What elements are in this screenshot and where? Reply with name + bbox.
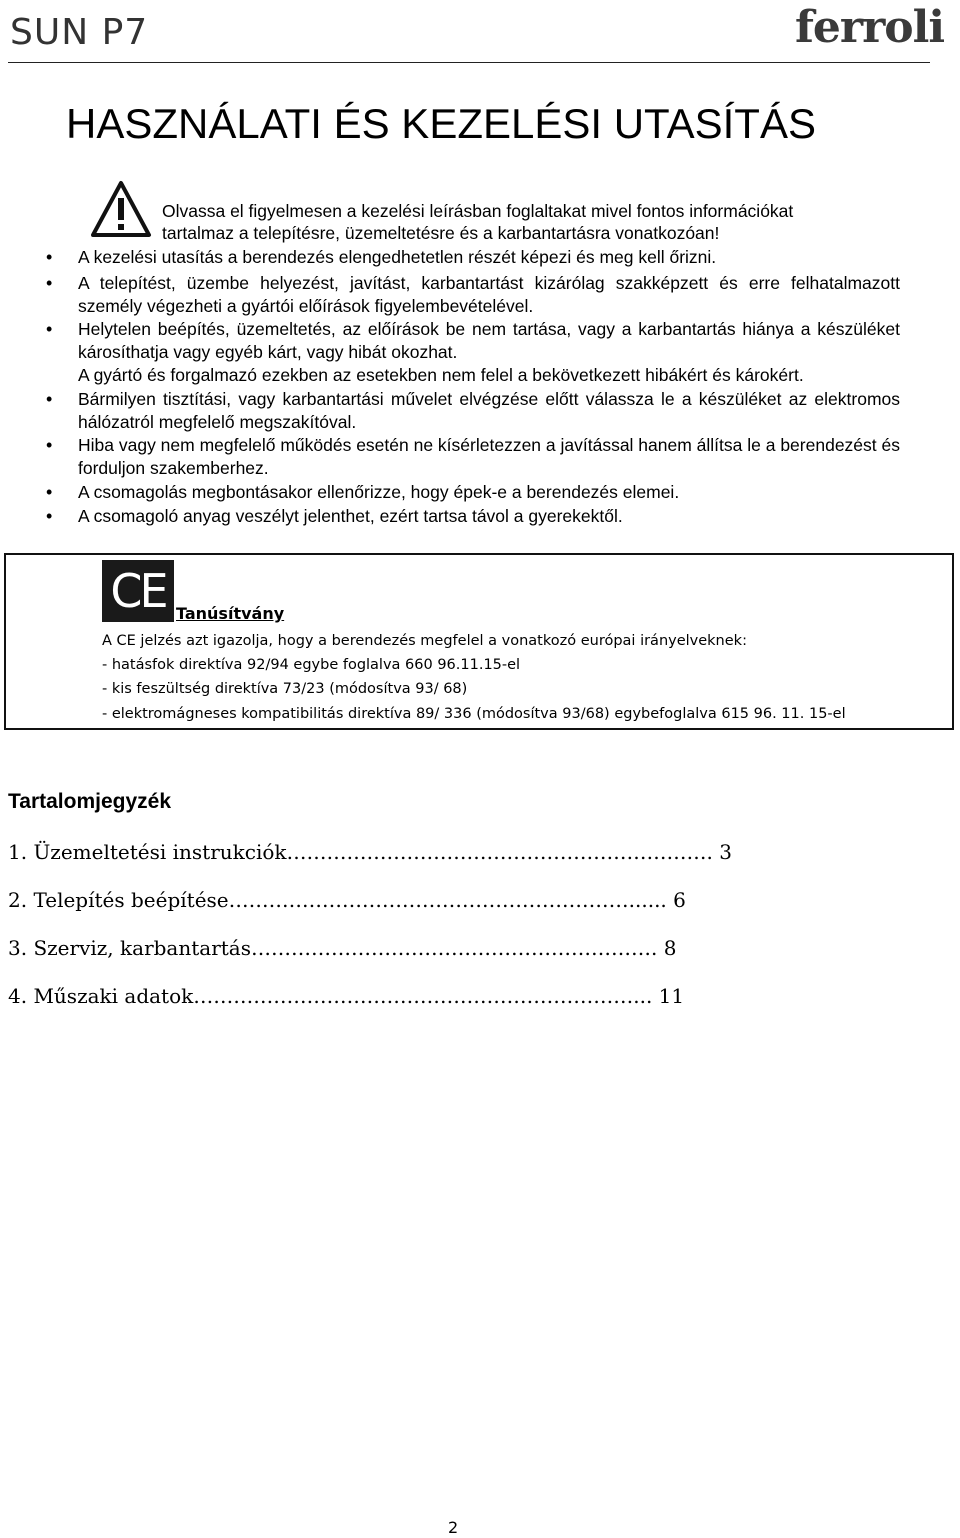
toc-heading: Tartalomjegyzék	[8, 790, 172, 813]
document-title: HASZNÁLATI ÉS KEZELÉSI UTASÍTÁS	[66, 100, 816, 147]
list-item: • A kezelési utasítás a berendezés elengedhetetlen részét képezi és meg kell őrizni.	[78, 246, 900, 269]
list-item: • A csomagolás megbontásakor ellenőrizze, hogy épek-e a berendezés elemei.	[78, 481, 900, 504]
intro-line-1: Olvassa el figyelmesen a kezelési leírásban foglaltakat mivel fontos információkat	[162, 201, 794, 221]
toc-item-2[interactable]: 2. Telepítés beépítése……………………………………………………...... 6	[8, 888, 686, 912]
certificate-line: - elektromágneses kompatibilitás direktíva 89/ 336 (módosítva 93/68) egybefoglalva 615 96. 11. 15-el	[102, 706, 846, 722]
list-item: • Helytelen beépítés, üzemeltetés, az előírások be nem tartása, vagy a karbantartás hiánya a készüléket károsíthatja vagy egyéb kárt, vagy hibát okozhat.	[78, 318, 900, 363]
toc-item-4[interactable]: 4. Műszaki adatok…………………………………………………………... 11	[8, 984, 685, 1008]
certificate-line: - kis feszültség direktíva 73/23 (módosítva 93/ 68)	[102, 681, 468, 697]
warning-icon	[90, 180, 152, 238]
toc-item-3[interactable]: 3. Szerviz, karbantartás……………………………………………………. 8	[8, 936, 677, 960]
ce-mark-logo: CE	[102, 560, 174, 622]
page-number: 2	[448, 1518, 459, 1537]
list-item: • A csomagoló anyag veszélyt jelenthet, ezért tartsa távol a gyerekektől.	[78, 505, 900, 528]
list-item: • Bármilyen tisztítási, vagy karbantartási művelet elvégzése előtt válassza le a készüléket az elektromos hálózatról megfelelő megszakítóval.	[78, 388, 900, 433]
header-divider	[8, 62, 930, 63]
liability-note: A gyártó és forgalmazó ezekben az esetekben nem felel a bekövetkezett hibákért és károkért.	[78, 365, 804, 385]
certificate-title: Tanúsítvány	[176, 604, 285, 623]
intro-line-2: tartalmaz a telepítésre, üzemeltetésre és a karbantartásra vonatkozóan!	[162, 223, 720, 243]
header-model-name: SUN P7	[10, 12, 149, 53]
brand-logo: ferroli	[795, 2, 945, 53]
certificate-line: - hatásfok direktíva 92/94 egybe foglalva 660 96.11.15-el	[102, 657, 521, 673]
list-item: • A telepítést, üzembe helyezést, javítást, karbantartást kizárólag szakképzett és erre felhatalmazott személy végezheti a gyártói előírások figyelembevételével.	[78, 272, 900, 317]
toc-item-1[interactable]: 1. Üzemeltetési instrukciók………………………………………………………. 3	[8, 840, 732, 864]
list-item: • Hiba vagy nem megfelelő működés esetén ne kísérletezzen a javítással hanem állítsa le a berendezést és forduljon szakemberhez.	[78, 434, 900, 479]
certificate-line: A CE jelzés azt igazolja, hogy a berendezés megfelel a vonatkozó európai irányelveknek:	[102, 633, 747, 649]
